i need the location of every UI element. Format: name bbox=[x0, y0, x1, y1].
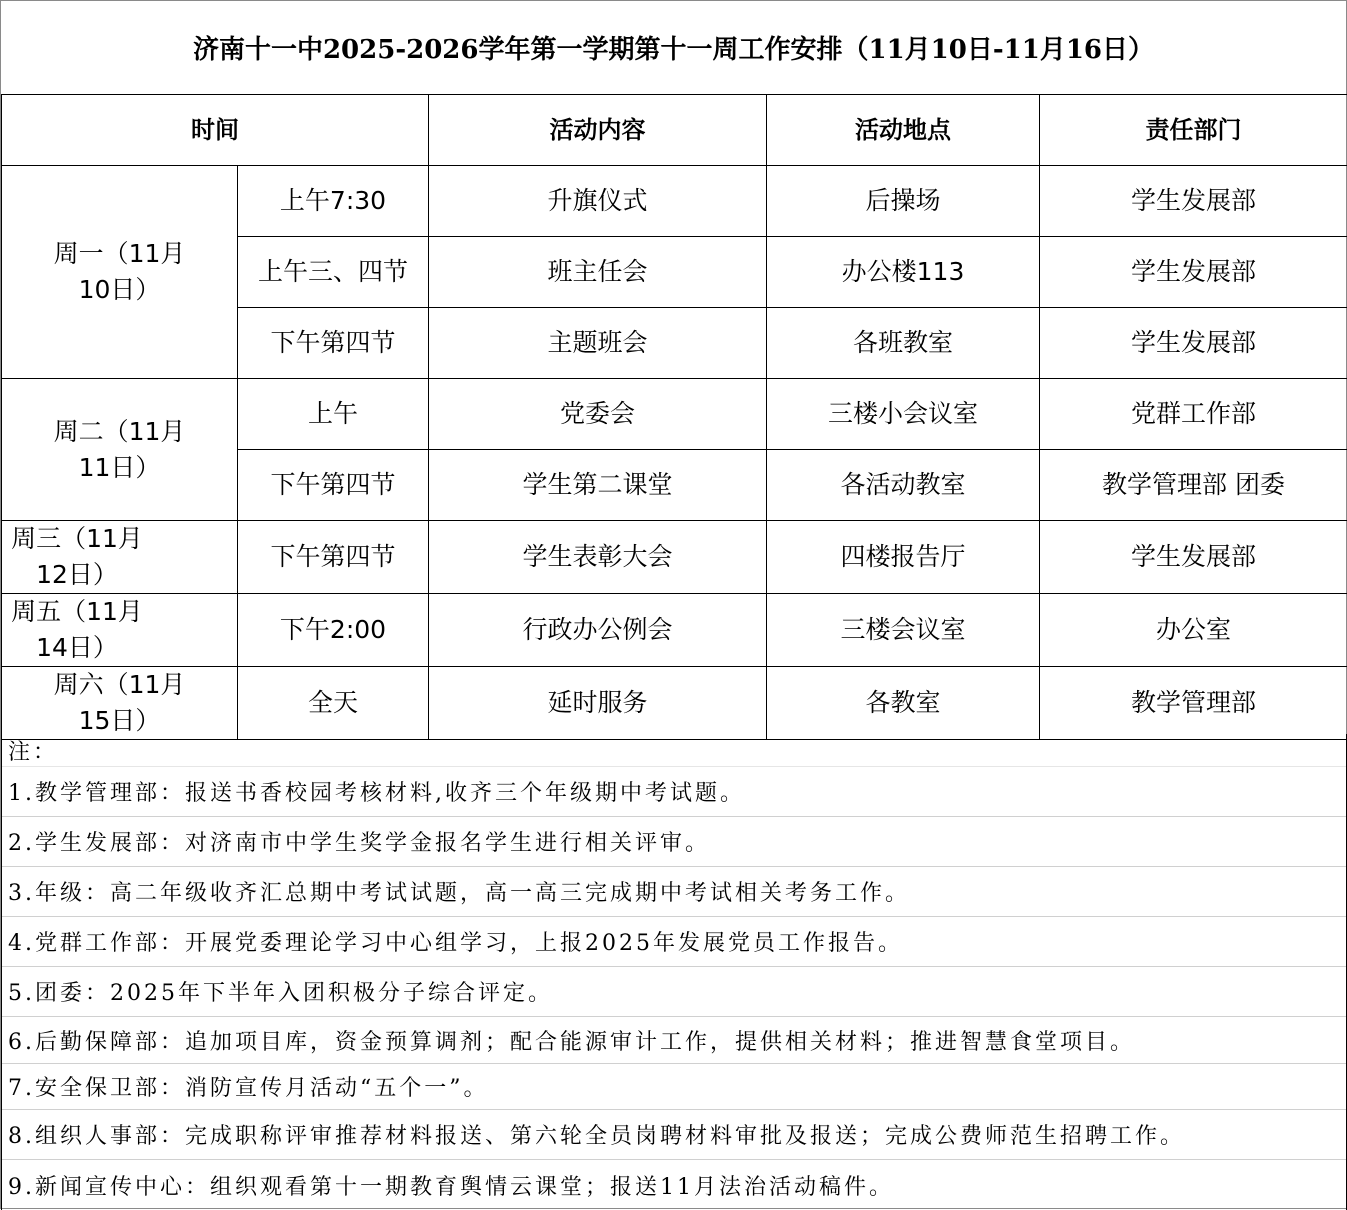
time-cell: 下午2:00 bbox=[238, 594, 429, 667]
notes-section bbox=[1, 734, 1347, 1210]
location-cell: 各活动教室 bbox=[767, 450, 1040, 521]
department-cell: 办公室 bbox=[1040, 594, 1347, 667]
location-cell: 四楼报告厅 bbox=[767, 521, 1040, 594]
page-title: 济南十一中2025-2026学年第一学期第十一周工作安排（11月10日-11月16日） bbox=[1, 1, 1346, 94]
department-cell: 教学管理部 bbox=[1040, 667, 1347, 740]
schedule-table bbox=[1, 94, 1347, 740]
content-cell: 主题班会 bbox=[429, 308, 767, 379]
table-header-row bbox=[2, 95, 1347, 166]
time-cell: 上午 bbox=[238, 379, 429, 450]
table-row bbox=[2, 379, 1347, 450]
time-cell: 下午第四节 bbox=[238, 308, 429, 379]
content-cell: 学生第二课堂 bbox=[429, 450, 767, 521]
day-label: 周二（11月11日） bbox=[45, 414, 195, 486]
day-label: 周五（11月14日） bbox=[2, 594, 152, 666]
day-cell bbox=[2, 166, 238, 379]
location-cell: 三楼小会议室 bbox=[767, 379, 1040, 450]
time-cell: 下午第四节 bbox=[238, 450, 429, 521]
table-row bbox=[2, 594, 1347, 667]
day-label: 周六（11月15日） bbox=[45, 667, 195, 739]
location-cell: 办公楼113 bbox=[767, 237, 1040, 308]
note-item: 5.团委：2025年下半年入团积极分子综合评定。 bbox=[2, 967, 1346, 1017]
table-row bbox=[2, 521, 1347, 594]
note-item: 6.后勤保障部：追加项目库，资金预算调剂；配合能源审计工作，提供相关材料；推进智慧食堂项目。 bbox=[2, 1017, 1346, 1064]
location-cell: 后操场 bbox=[767, 166, 1040, 237]
department-cell: 教学管理部 团委 bbox=[1040, 450, 1347, 521]
content-cell: 学生表彰大会 bbox=[429, 521, 767, 594]
content-cell: 班主任会 bbox=[429, 237, 767, 308]
notes-heading: 注： bbox=[2, 734, 1346, 767]
note-item: 8.组织人事部：完成职称评审推荐材料报送、第六轮全员岗聘材料审批及报送；完成公费师范生招聘工作。 bbox=[2, 1110, 1346, 1160]
note-item: 9.新闻宣传中心：组织观看第十一期教育舆情云课堂；报送11月法治活动稿件。 bbox=[2, 1160, 1346, 1210]
content-cell: 升旗仪式 bbox=[429, 166, 767, 237]
content-cell: 延时服务 bbox=[429, 667, 767, 740]
content-cell: 行政办公例会 bbox=[429, 594, 767, 667]
note-item: 3.年级：高二年级收齐汇总期中考试试题，高一高三完成期中考试相关考务工作。 bbox=[2, 867, 1346, 917]
time-cell: 上午三、四节 bbox=[238, 237, 429, 308]
department-cell: 学生发展部 bbox=[1040, 308, 1347, 379]
department-cell: 党群工作部 bbox=[1040, 379, 1347, 450]
department-cell: 学生发展部 bbox=[1040, 521, 1347, 594]
department-cell: 学生发展部 bbox=[1040, 237, 1347, 308]
department-cell: 学生发展部 bbox=[1040, 166, 1347, 237]
note-item: 2.学生发展部：对济南市中学生奖学金报名学生进行相关评审。 bbox=[2, 817, 1346, 867]
time-cell: 全天 bbox=[238, 667, 429, 740]
note-item: 7.安全保卫部：消防宣传月活动“五个一”。 bbox=[2, 1064, 1346, 1110]
header-time: 时间 bbox=[2, 95, 429, 166]
table-row bbox=[2, 667, 1347, 740]
day-label: 周三（11月12日） bbox=[2, 521, 152, 593]
location-cell: 三楼会议室 bbox=[767, 594, 1040, 667]
day-cell bbox=[2, 667, 238, 740]
header-department: 责任部门 bbox=[1040, 95, 1347, 166]
header-location: 活动地点 bbox=[767, 95, 1040, 166]
table-row bbox=[2, 166, 1347, 237]
location-cell: 各教室 bbox=[767, 667, 1040, 740]
day-cell bbox=[2, 379, 238, 521]
note-item: 4.党群工作部：开展党委理论学习中心组学习，上报2025年发展党员工作报告。 bbox=[2, 917, 1346, 967]
time-cell: 上午7:30 bbox=[238, 166, 429, 237]
content-cell: 党委会 bbox=[429, 379, 767, 450]
day-cell bbox=[2, 521, 238, 594]
time-cell: 下午第四节 bbox=[238, 521, 429, 594]
header-content: 活动内容 bbox=[429, 95, 767, 166]
location-cell: 各班教室 bbox=[767, 308, 1040, 379]
day-cell bbox=[2, 594, 238, 667]
note-item: 1.教学管理部：报送书香校园考核材料,收齐三个年级期中考试题。 bbox=[2, 767, 1346, 817]
day-label: 周一（11月10日） bbox=[45, 236, 195, 308]
